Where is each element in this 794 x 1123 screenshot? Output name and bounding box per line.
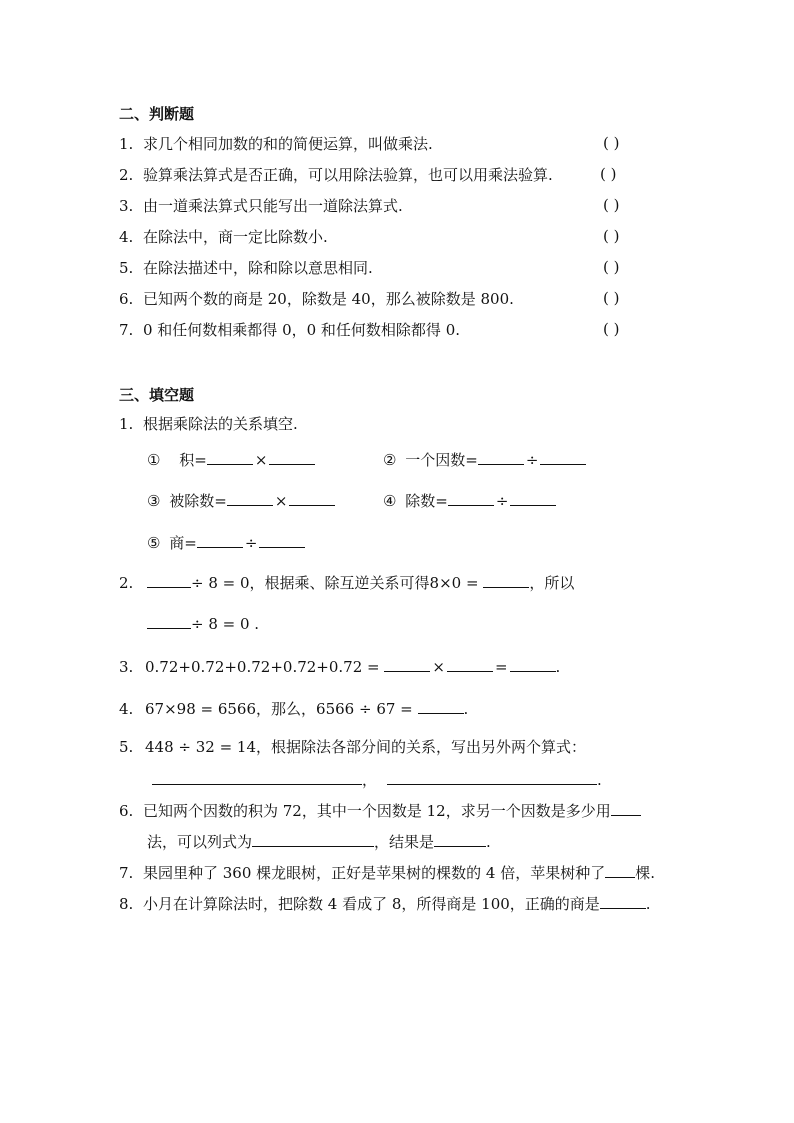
answer-blank[interactable] — [434, 832, 486, 847]
item-number: 8. — [119, 895, 134, 913]
item-number: 3. — [119, 658, 134, 676]
answer-blank[interactable] — [510, 657, 556, 672]
relation-label: 被除数= — [169, 492, 227, 510]
relation-label: 一个因数= — [405, 451, 478, 469]
answer-blank[interactable] — [540, 450, 586, 465]
relation-3 — [147, 491, 335, 511]
relation-5 — [147, 533, 305, 553]
answer-parentheses[interactable]: ( ) — [600, 165, 617, 183]
operator: × — [274, 492, 288, 510]
relation-1 — [147, 450, 315, 470]
punctuation: . — [463, 700, 469, 718]
answer-parentheses[interactable]: ( ) — [603, 289, 620, 307]
answer-blank[interactable] — [447, 657, 493, 672]
section-title-judgment: 二、判断题 — [119, 105, 195, 123]
expression: 67×98 = 6566 — [145, 700, 257, 718]
section-title-fill: 三、填空题 — [119, 386, 195, 404]
answer-blank[interactable] — [483, 573, 529, 588]
operator: ÷ — [525, 451, 539, 469]
item-number: 6. — [119, 802, 134, 820]
item-text: 果园里种了 360 棵龙眼树，正好是苹果树的棵数的 4 倍，苹果树种了 — [143, 864, 606, 882]
item-text: 法，可以列式为 — [147, 833, 253, 851]
judgment-item-5 — [119, 258, 373, 278]
answer-parentheses[interactable]: ( ) — [603, 227, 620, 245]
item-number: 7. — [119, 321, 134, 339]
answer-blank[interactable] — [207, 450, 253, 465]
item-text: 在除法中，商一定比除数小. — [143, 228, 328, 246]
circled-number: ④ — [383, 492, 397, 510]
fill-item-6-cont — [147, 832, 491, 852]
circled-number: ① — [147, 451, 161, 469]
punctuation: ， — [362, 771, 378, 789]
item-text: ，结果是 — [374, 833, 435, 851]
answer-blank[interactable] — [611, 801, 641, 816]
item-number: 2. — [119, 574, 134, 592]
punctuation: . — [555, 658, 561, 676]
answer-blank[interactable] — [147, 573, 191, 588]
item-text: 棵. — [635, 864, 656, 882]
fill-item-1 — [119, 414, 298, 434]
answer-blank[interactable] — [418, 699, 464, 714]
item-text: 小月在计算除法时，把除数 4 看成了 8，所得商是 100，正确的商是 — [143, 895, 600, 913]
relation-label: 积= — [179, 451, 207, 469]
item-number: 1. — [119, 415, 134, 433]
operator: × — [432, 658, 445, 676]
answer-blank[interactable] — [510, 491, 556, 506]
punctuation: . — [486, 833, 491, 851]
item-text: ，根据乘、除互逆关系可得 — [249, 574, 430, 592]
judgment-item-2 — [119, 165, 553, 185]
operator: ÷ — [495, 492, 509, 510]
relation-label: 商= — [169, 534, 197, 552]
answer-blank[interactable] — [197, 533, 243, 548]
item-text: 求几个相同加数的和的简便运算，叫做乘法. — [143, 135, 433, 153]
answer-blank[interactable] — [448, 491, 494, 506]
relation-4 — [383, 491, 556, 511]
item-text: ，那么， — [256, 700, 317, 718]
answer-parentheses[interactable]: ( ) — [603, 258, 620, 276]
item-number: 5. — [119, 259, 134, 277]
item-text: ，所以 — [529, 574, 575, 592]
answer-blank[interactable] — [387, 770, 597, 785]
fill-item-5-cont — [152, 770, 602, 790]
answer-blank[interactable] — [289, 491, 335, 506]
operator: ÷ — [244, 534, 258, 552]
relation-label: 除数= — [405, 492, 448, 510]
answer-parentheses[interactable]: ( ) — [603, 320, 620, 338]
item-number: 7. — [119, 864, 134, 882]
fill-item-2-cont — [147, 614, 259, 634]
item-number: 6. — [119, 290, 134, 308]
punctuation: . — [597, 771, 602, 789]
fill-item-3 — [119, 657, 560, 677]
answer-blank[interactable] — [227, 491, 273, 506]
item-number: 2. — [119, 166, 134, 184]
item-number: 5. — [119, 738, 134, 756]
item-text: 验算乘法算式是否正确，可以用除法验算，也可以用乘法验算. — [143, 166, 553, 184]
item-text: 由一道乘法算式只能写出一道除法算式. — [143, 197, 403, 215]
circled-number: ⑤ — [147, 534, 161, 552]
judgment-item-7 — [119, 320, 460, 340]
expression: ÷ 8 = 0 . — [191, 615, 260, 633]
answer-parentheses[interactable]: ( ) — [603, 134, 620, 152]
item-number: 4. — [119, 228, 134, 246]
operator: × — [254, 451, 268, 469]
fill-item-5 — [119, 737, 586, 757]
punctuation: . — [645, 895, 651, 913]
item-text: 已知两个数的商是 20，除数是 40，那么被除数是 800. — [143, 290, 514, 308]
judgment-item-4 — [119, 227, 328, 247]
answer-blank[interactable] — [152, 770, 362, 785]
item-number: 1. — [119, 135, 134, 153]
circled-number: ③ — [147, 492, 161, 510]
item-text: 0 和任何数相乘都得 0，0 和任何数相除都得 0. — [143, 321, 461, 339]
answer-blank[interactable] — [259, 533, 305, 548]
fill-item-6 — [119, 801, 641, 821]
answer-blank[interactable] — [600, 894, 646, 909]
answer-blank[interactable] — [478, 450, 524, 465]
item-number: 3. — [119, 197, 134, 215]
fill-item-4 — [119, 699, 468, 719]
judgment-item-1 — [119, 134, 433, 154]
expression: 448 ÷ 32 = 14 — [145, 738, 257, 756]
expression: 6566 ÷ 67 = — [316, 700, 418, 718]
answer-blank[interactable] — [384, 657, 430, 672]
answer-blank[interactable] — [252, 832, 374, 847]
item-text: ，根据除法各部分间的关系，写出另外两个算式： — [256, 738, 587, 756]
fill-item-2 — [119, 573, 574, 593]
item-text: 在除法描述中，除和除以意思相同. — [143, 259, 373, 277]
relation-2 — [383, 450, 586, 470]
expression: 0.72+0.72+0.72+0.72+0.72 = — [145, 658, 385, 676]
item-text: 根据乘除法的关系填空. — [143, 415, 298, 433]
answer-blank[interactable] — [147, 614, 191, 629]
expression: 8×0 = — [429, 574, 484, 592]
judgment-item-6 — [119, 289, 514, 309]
expression: ÷ 8 = 0 — [191, 574, 250, 592]
judgment-item-3 — [119, 196, 403, 216]
item-number: 4. — [119, 700, 134, 718]
operator: = — [494, 658, 508, 676]
answer-parentheses[interactable]: ( ) — [603, 196, 620, 214]
circled-number: ② — [383, 451, 397, 469]
fill-item-8 — [119, 894, 651, 914]
item-text: 已知两个因数的积为 72，其中一个因数是 12，求另一个因数是多少用 — [143, 802, 611, 820]
fill-item-7 — [119, 863, 655, 883]
answer-blank[interactable] — [605, 863, 635, 878]
answer-blank[interactable] — [269, 450, 315, 465]
